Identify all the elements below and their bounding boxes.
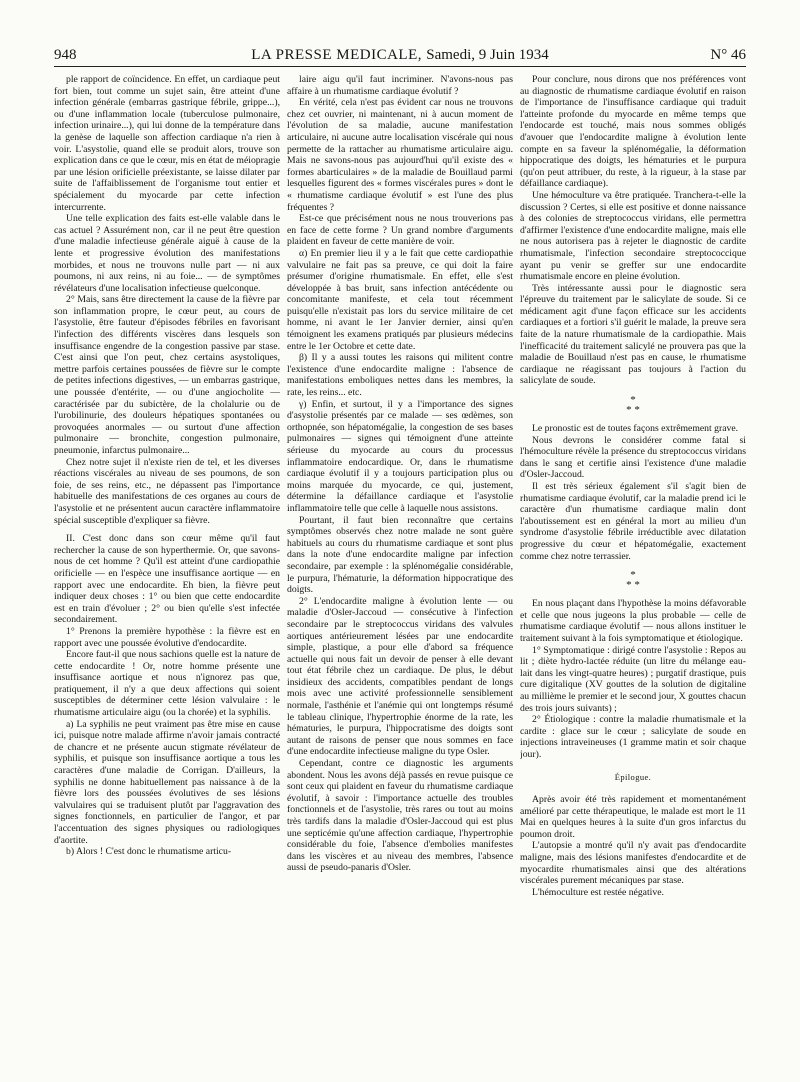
- paragraph: b) Alors ! C'est donc le rhumatisme articu-: [66, 846, 232, 858]
- paragraph: ple rapport de coïncidence. En effet, un cardiaque peut fort bien, tout comme un sujet sain, être atteint d'une infection générale (embarras gastrique fébrile, grippe...), ou d'une inflammation locale (tuberculose pulmonaire, infection urinaire...), qui lui donne de la température dans la genèse de laquelle son affection cardiaque n'a rien à voir. L'asystolie, quand elle se produit alors, trouve son explication dans ce que le cœur, mis en état de méiopragie par une lésion orificielle préexistante, se laisse dilater par suite de l'affaiblissement de l'organisme tout entier et spécialement du myocarde par cette infection intercurrente.: [54, 74, 280, 213]
- paragraph: En vérité, cela n'est pas évident car nous ne trouvons chez cet ouvrier, ni maintenant, ni à aucun moment de l'évolution de sa maladie, aucune manifestation articulaire, ni aucune autre localisation viscérale qui nous permette de la rattacher au rhumatisme articulaire aigu. Mais ne savons-nous pas aujourd'hui qu'il existe des « formes abarticulaires » de la maladie de Bouillaud parmi lesquelles figurent des « formes viscérales pures » dont le « rhumatisme cardiaque évolutif » est l'une des plus fréquentes ?: [287, 97, 513, 213]
- journal-name: LA PRESSE MEDICALE,: [251, 47, 422, 63]
- paragraph: Pour conclure, nous dirons que nos préférences vont au diagnostic de rhumatisme cardiaque évolutif en raison de l'importance de l'insuffisance cardiaque qui traduit l'atteinte profonde du myocarde en même temps que l'endocarde est touché, mais nous sommes obligés d'avouer que l'endocardite maligne à évolution lente compte en sa faveur la splénomégalie, la déformation hippocratique des doigts, les hématuries et le purpura (qu'on peut attribuer, du reste, à la rigueur, à la stase par défaillance cardiaque).: [520, 74, 746, 190]
- paragraph: a) La syphilis ne peut vraiment pas être mise en cause ici, puisque notre malade affirme n'avoir jamais contracté de chancre et ne présente aucun stigmate révélateur de syphilis, et puisque son insuffisance aortique a tous les caractères d'une maladie de Corrigan. D'ailleurs, la syphilis ne donne habituellement pas naissance à de la fièvre lors des poussées évolutives de ses lésions valvulaires qui se traduisent plutôt par l'aggravation des signes fonctionnels, en particulier de l'angor, et par l'accentuation des signes physiques ou radiologiques d'aortite.: [54, 718, 280, 846]
- paragraph: Est-ce que précisément nous ne nous trouverions pas en face de cette forme ? Un grand nombre d'arguments plaident en faveur de cette manière de voir.: [287, 213, 513, 248]
- paragraph: Encore faut-il que nous sachions quelle est la nature de cette endocardite ! Or, notre homme présente une insuffisance aortique et nous n'ignorez pas que, pratiquement, il n'y a que deux affections qui soient susceptibles de déterminer cette lésion valvulaire : le rhumatisme articulaire aigu (ou la chorée) et la syphilis.: [54, 649, 280, 719]
- paragraph: Il est très sérieux également s'il s'agit bien de rhumatisme cardiaque évolutif, car la maladie prend ici le caractère d'un rhumatisme cardiaque malin dont l'aboutissement est en général la mort au milieu d'un syndrome d'asystolie fébrile irréductible avec dilatation progressive du cœur et hépatomégalie, exactement comme chez notre terrassier.: [520, 481, 746, 562]
- running-title: [54, 44, 746, 66]
- paragraph: Après avoir été très rapidement et momentanément amélioré par cette thérapeutique, le malade est mort le 11 Mai en quelques heures à la suite d'un gros infarctus du poumon droit.: [520, 794, 746, 840]
- header-rule: [54, 66, 746, 67]
- paragraph: L'hémoculture est restée négative.: [532, 886, 664, 898]
- paragraph: γ) Enfin, et surtout, il y a l'importance des signes d'asystolie présentés par ce malade — ses œdèmes, son orthopnée, son hépatomégalie, la congestion de ses bases pulmonaires — signes qui témoignent d'une atteinte sérieuse du myocarde au cours du processus inflammatoire endocardique. Or, dans le rhumatisme cardiaque évolutif il y a toujours participation plus ou moins marquée du myocarde, ce qui, justement, détermine la défaillance cardiaque et l'asystolie inflammatoire telle que celle à laquelle nous assistons.: [287, 398, 513, 514]
- page-header: [54, 44, 746, 66]
- paragraph: Le pronostic est de toutes façons extrêmement grave.: [532, 423, 739, 435]
- page-number: 948: [54, 47, 77, 63]
- paragraph: 1° Prenons la première hypothèse : la fièvre est en rapport avec une poussée évolutive d'endocardite.: [54, 625, 280, 649]
- issue-date: Samedi, 9 Juin 1934: [426, 47, 549, 63]
- issue-number: N° 46: [710, 47, 746, 63]
- paragraph: Une hémoculture va être pratiquée. Tranchera-t-elle la discussion ? Certes, si elle est positive et donne naissance à des colonies de streptococcus viridans, elle permettra d'affirmer l'existence d'une endocardite maligne, mais elle ne nous autorisera pas à rejeter le diagnostic de cardite rhumatismale, l'infection secondaire streptococcique ayant pu venir se greffer sur une endocardite rhumatismale encore en pleine évolution.: [520, 189, 746, 283]
- paragraph: II. C'est donc dans son cœur même qu'il faut rechercher la cause de son hyperthermie. Or, que savons-nous de cet homme ? Qu'il est atteint d'une cardiopathie orificielle — en l'espèce une insuffisance aortique — en rapport avec une endocardite. Eh bien, la fièvre peut indiquer deux choses : 1° ou bien que cette endocardite est en train d'évoluer ; 2° ou bien qu'elle s'est infectée secondairement.: [54, 533, 280, 626]
- paragraph: 2° Étiologique : contre la maladie rhumatismale et la cardite : glace sur le cœur ; salicylate de soude en injections intraveineuses (1 gramme matin et soir chaque jour).: [520, 714, 746, 760]
- paragraph: 2° Mais, sans être directement la cause de la fièvre par son inflammation propre, le cœur peut, au cours de l'asystolie, être fauteur d'épisodes fébriles en favorisant l'infection des différents viscères dans lesquels son insuffisance engendre de la congestion passive par stase. C'est ainsi que l'on peut, chez certains asystoliques, mettre parfois certaines poussées de fièvre sur le compte de petites infections digestives, — un embarras gastrique, une poussée d'entérite, — ou d'une angiocholite — caractérisée par du subictère, de la cholalurie ou de l'urobilinurie, des douleurs hépatiques spontanées ou provoquées anormales — ou surtout d'une affection pulmonaire — bronchite, congestion pulmonaire, pneumonie, infarctus pulmonaire...: [54, 294, 280, 456]
- section-asterism: * * *: [626, 569, 640, 592]
- column-left: [54, 74, 280, 1064]
- epilogue-heading: Épilogue.: [614, 772, 652, 783]
- paragraph: En nous plaçant dans l'hypothèse la moins défavorable et celle que nous jugeons la plus probable — celle de rhumatisme cardiaque évolutif — nous allons instituer le traitement suivant à la fois symptomatique et étiologique.: [520, 598, 746, 644]
- paragraph: 1° Symptomatique : dirigé contre l'asystolie : Repos au lit ; diète hydro-lactée réduite (un litre du mélange eau-lait dans les vingt-quatre heures) ; purgatif drastique, puis cure digitalique (XV gouttes de la solution de digitaline au millième le premier et le second jour, X gouttes chacun des trois jours suivants) ;: [520, 644, 746, 714]
- paragraph: laire aigu qu'il faut incriminer. N'avons-nous pas affaire à un rhumatisme cardiaque évolutif ?: [287, 74, 513, 97]
- paragraph: Chez notre sujet il n'existe rien de tel, et les diverses réactions viscérales au niveau de ses poumons, de son foie, de ses reins, etc., ne dépassent pas l'importance habituelle des manifestations de ces organes au cours de l'asystolie et ne présentent aucun caractère inflammatoire spécial susceptible d'expliquer sa fièvre.: [54, 456, 280, 526]
- paragraph: Pourtant, il faut bien reconnaître que certains symptômes observés chez notre malade ne sont guère habituels au cours du rhumatisme cardiaque et sont plus dans la note d'une endocardite maligne par infection secondaire, par exemple : la splénomégalie considérable, le purpura, l'hématurie, la déformation hippocratique des doigts.: [287, 514, 513, 596]
- paragraph: Une telle explication des faits est-elle valable dans le cas actuel ? Assurément non, car il ne peut être question d'une maladie infectieuse générale aiguë à cause de la lente et progressive évolution des manifestations morbides, et nous ne trouvons nulle part — ni aux poumons, ni aux reins, ni au foie... — de symptômes révélateurs d'une localisation infectieuse quelconque.: [54, 213, 280, 294]
- paragraph: L'autopsie a montré qu'il n'y avait pas d'endocardite maligne, mais des lésions manifestes d'endocardite et de myocardite rhumatismales ainsi que des altérations viscérales purement mécaniques par stase.: [520, 840, 746, 887]
- paragraph: α) En premier lieu il y a le fait que cette cardiopathie valvulaire ne fait pas sa preuve, ce qui doit la faire présumer d'origine rhumatismale. En effet, elle s'est développée à bas bruit, sans infection antécédente ou concomitante manifeste, et cela tout récemment puisqu'elle n'existait pas lors du service militaire de cet homme, ni avant le 1er Janvier dernier, ainsi qu'en témoignent les examens pratiqués par plusieurs médecins entre le 1er Octobre et cette date.: [287, 247, 513, 352]
- section-asterism: * * *: [626, 394, 640, 417]
- paragraph: 2° L'endocardite maligne à évolution lente — ou maladie d'Osler-Jaccoud — consécutive à l'infection secondaire par le streptococcus viridans des valvules aortiques antérieurement lésées par une endocardite simple, plastique, a pour elle d'abord sa fréquence actuelle qui nous fait un devoir de penser à elle devant tout état fébrile chez un cardiaque. De plus, le début insidieux des accidents, compatibles pendant de longs mois avec une activité professionnelle sensiblement normale, l'asthénie et l'anémie qui ont longtemps résumé le tableau clinique, l'hypertrophie énorme de la rate, les hématuries, le purpura, l'hippocratisme des doigts sont autant de raisons de penser que nous sommes en face d'une endocardite infectieuse maligne du type Osler.: [287, 595, 513, 758]
- column-middle: [287, 74, 513, 1064]
- paragraph: Très intéressante aussi pour le diagnostic sera l'épreuve du traitement par le salicylate de soude. Si ce médicament agit d'une façon efficace sur les accidents cardiaques et a fortiori s'il guérit le malade, la preuve sera faite de la nature rhumatismale de la cardiopathie. Mais l'inefficacité du traitement salicylé ne prouvera pas que la maladie de Bouillaud n'est pas en cause, le rhumatisme cardiaque ne réagissant pas toujours à l'action du salicylate de soude.: [520, 282, 746, 387]
- paragraph: Cependant, contre ce diagnostic les arguments abondent. Nous les avons déjà passés en revue puisque ce sont ceux qui plaident en faveur du rhumatisme cardiaque évolutif, à savoir : l'importance actuelle des troubles fonctionnels et de l'asystolie, très rares ou tout au moins très tardifs dans la maladie d'Osler-Jaccoud qui est plus une septicémie qu'une affection cardiaque, l'hypertrophie considérable du foie, l'absence d'embolies manifestes dans les viscères et au niveau des membres, l'absence aussi de pseudo-panaris d'Osler.: [287, 758, 513, 874]
- paragraph: Nous devrons le considérer comme fatal si l'hémoculture révèle la présence du streptococcus viridans dans le sang et certifie ainsi l'existence d'une maladie d'Osler-Jaccoud.: [520, 434, 746, 481]
- column-right: [520, 74, 746, 1064]
- paragraph: β) Il y a aussi toutes les raisons qui militent contre l'existence d'une endocardite maligne : l'absence de manifestations emboliques nettes dans les membres, la rate, les reins... etc.: [287, 352, 513, 399]
